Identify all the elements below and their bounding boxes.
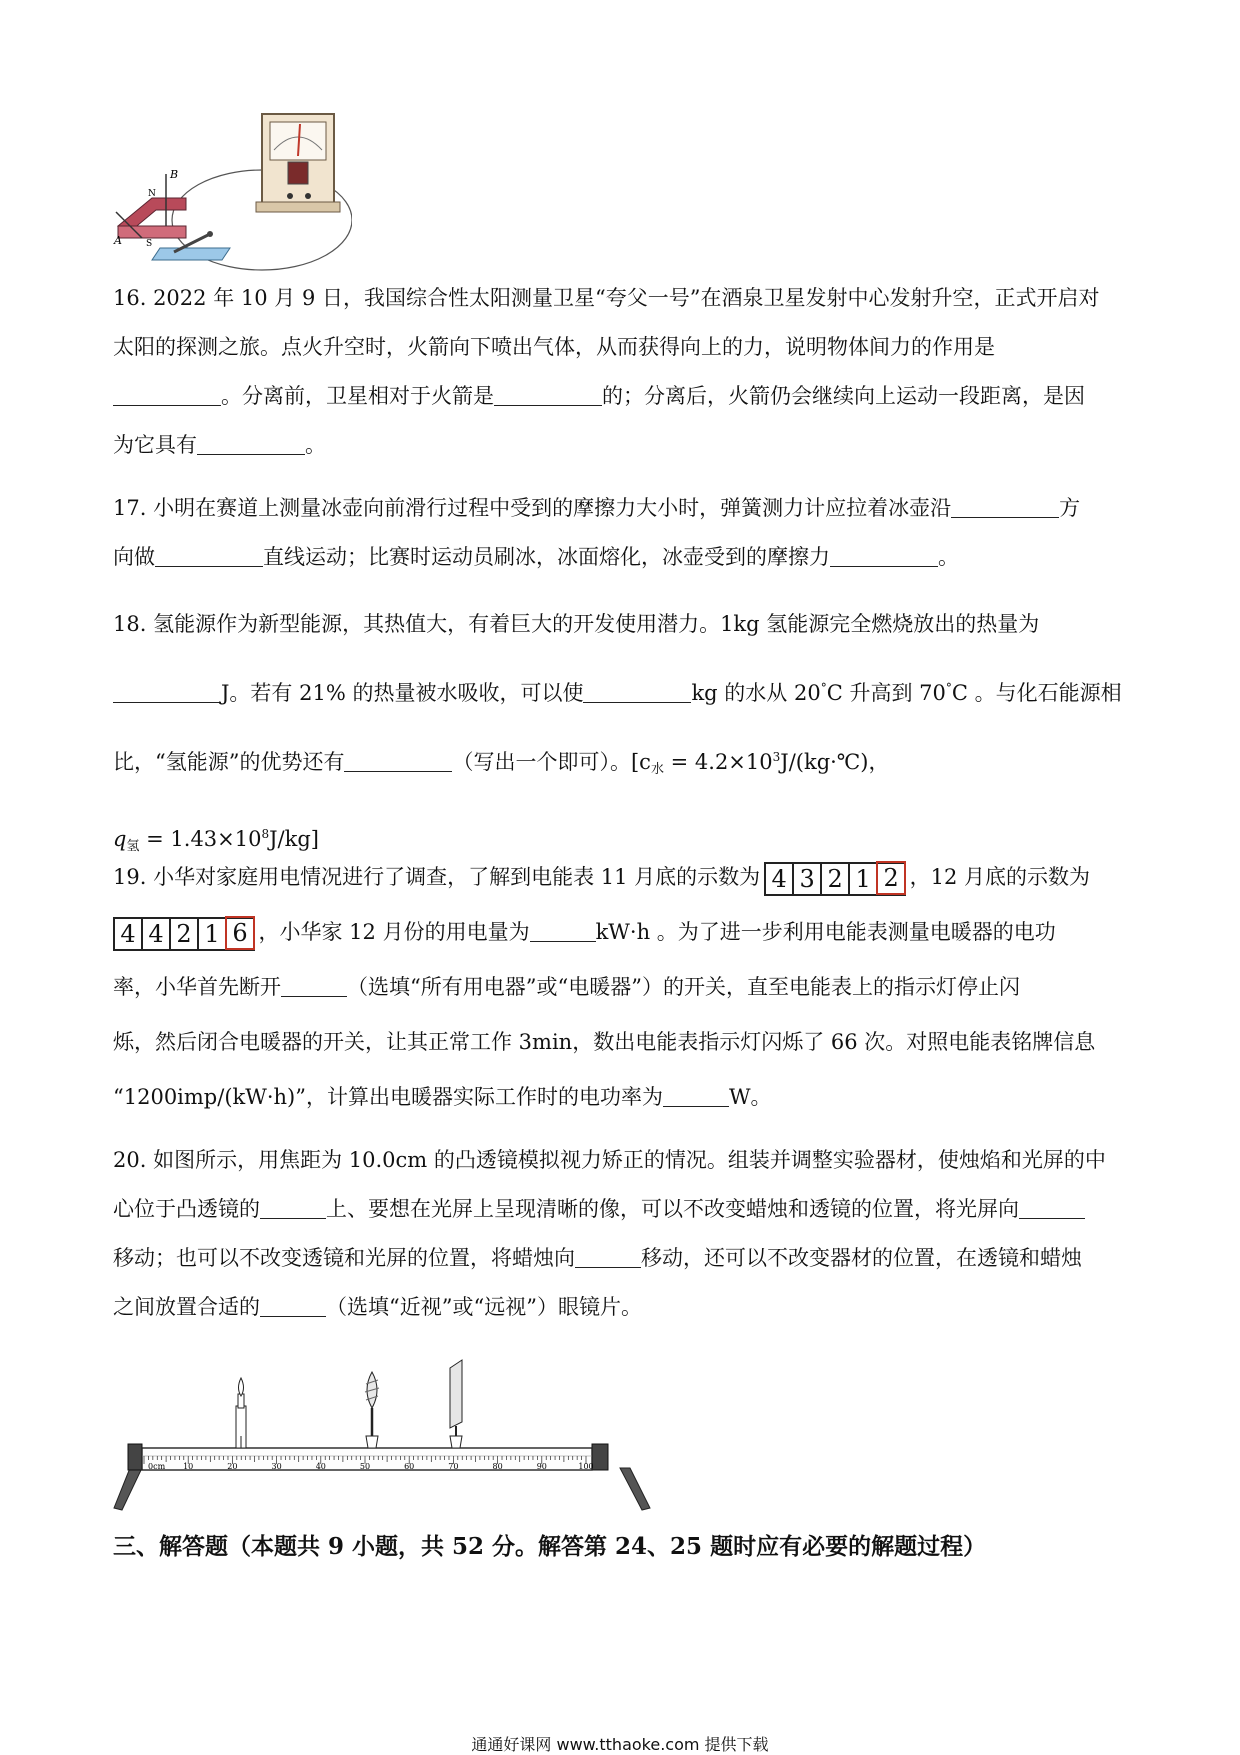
ruler-tick-label: 20	[227, 1462, 238, 1471]
convex-lens	[365, 1372, 379, 1448]
q19-line1: 19. 小华对家庭用电情况进行了调查，了解到电能表 11 月底的示数为 4 3 2 1 2 ，12 月底的示数为	[113, 850, 1133, 905]
section-heading: 三、解答题（本题共 9 小题，共 52 分。解答第 24、25 题时应有必要的解题过程）	[113, 1533, 987, 1560]
answer-blank[interactable]	[260, 1294, 326, 1317]
question-19	[113, 850, 1133, 1125]
rod-a-label: A	[114, 234, 122, 247]
light-screen	[450, 1360, 462, 1448]
q20-line1: 20. 如图所示，用焦距为 10.0cm 的凸透镜模拟视力矫正的情况。组装并调整实验器材，使烛焰和光屏的中	[113, 1148, 1106, 1172]
ruler-tick-label: 100	[578, 1462, 594, 1471]
q17-line1: 17. 小明在赛道上测量冰壶向前滑行过程中受到的摩擦力大小时，弹簧测力计应拉着冰壶沿 方	[113, 496, 1081, 520]
question-20	[113, 1136, 1133, 1332]
candle	[236, 1378, 246, 1448]
q20-line2: 心位于凸透镜的 上、要想在光屏上呈现清晰的像，可以不改变蜡烛和透镜的位置，将光屏向	[113, 1185, 1133, 1234]
ruler-tick-label: 0cm	[148, 1462, 166, 1471]
answer-blank[interactable]	[951, 495, 1059, 518]
answer-blank[interactable]	[197, 432, 305, 455]
answer-blank[interactable]	[575, 1245, 641, 1268]
question-18	[113, 592, 1133, 879]
question-16	[113, 274, 1133, 470]
q19-line2: 4 4 2 1 6 ，小华家 12 月份的用电量为 kW·h 。为了进一步利用电能表测量电暖器的电功	[113, 905, 1133, 960]
q16-line4: 为它具有 。	[113, 433, 326, 457]
question-17	[113, 484, 1133, 582]
answer-blank[interactable]	[344, 749, 452, 772]
answer-blank[interactable]	[583, 680, 691, 703]
answer-blank[interactable]	[113, 680, 221, 703]
ruler-tick-label: 70	[448, 1462, 459, 1471]
q16-line3: 。分离前，卫星相对于火箭是 的；分离后，火箭仍会继续向上运动一段距离，是因	[113, 372, 1133, 421]
ruler-tick-label: 60	[404, 1462, 415, 1471]
page-footer: 通通好课网 www.tthaoke.com 提供下载	[471, 1735, 769, 1754]
q18-line3: 比，“氢能源”的优势还有 （写出一个即可）。[$c_水$ = $4.2\times 10^3J/(kg\cdot℃)$，	[113, 750, 890, 777]
meter-reading-december: 4 4 2 1 6	[113, 917, 255, 951]
answer-blank[interactable]	[113, 383, 221, 406]
q19-line5: “1200imp/(kW·h)”，计算出电暖器实际工作时的电功率为 W。	[113, 1085, 772, 1109]
q19-line3: 率，小华首先断开 （选填“所有用电器”或“电暖器”）的开关，直至电能表上的指示灯停止闪	[113, 975, 1020, 999]
q20-line3: 移动；也可以不改变透镜和光屏的位置，将蜡烛向 移动，还可以不改变器材的位置，在透镜和蜡烛	[113, 1246, 1082, 1270]
q20-line4: 之间放置合适的 （选填“近视”或“远视”）眼镜片。	[113, 1295, 642, 1319]
answer-blank[interactable]	[1019, 1196, 1085, 1219]
magnet-s-label: S	[146, 239, 153, 249]
answer-blank[interactable]	[281, 974, 347, 997]
q17-line2: 向做 直线运动；比赛时运动员刷冰，冰面熔化，冰壶受到的摩擦力 。	[113, 545, 959, 569]
ruler-tick-label: 40	[315, 1462, 326, 1471]
answer-blank[interactable]	[530, 919, 596, 942]
rod-b-label: B	[170, 168, 179, 181]
q18-line4: $q_氢 = 1.43\times 10^8J/kg$]	[113, 827, 319, 854]
figure-galvanometer-circuit	[112, 110, 352, 282]
ruler-tick-label: 50	[359, 1462, 371, 1471]
q18-line2: J。若有 21% 的热量被水吸收，可以使 kg 的水从 20°C 升高到 70°C 。与化石能源相	[113, 656, 1133, 725]
figure-optical-bench	[112, 1344, 652, 1514]
q18-line1: 18. 氢能源作为新型能源，其热值大，有着巨大的开发使用潜力。1kg 氢能源完全燃烧放出的热量为	[113, 612, 1040, 636]
answer-blank[interactable]	[830, 544, 938, 567]
magnet-n-label: N	[148, 189, 156, 199]
q19-line4: 烁，然后闭合电暖器的开关，让其正常工作 3min，数出电能表指示灯闪烁了 66 次。对照电能表铭牌信息	[113, 1030, 1096, 1054]
answer-blank[interactable]	[260, 1196, 326, 1219]
q16-line2: 太阳的探测之旅。点火升空时，火箭向下喷出气体，从而获得向上的力，说明物体间力的作用是	[113, 335, 995, 359]
meter-reading-november: 4 3 2 1 2	[764, 862, 906, 896]
ruler-tick-label: 30	[271, 1462, 282, 1471]
answer-blank[interactable]	[155, 544, 263, 567]
answer-blank[interactable]	[663, 1084, 729, 1107]
answer-blank[interactable]	[494, 383, 602, 406]
ruler-tick-label: 90	[536, 1462, 547, 1471]
ruler-tick-label: 80	[492, 1462, 503, 1471]
q16-line1: 16. 2022 年 10 月 9 日，我国综合性太阳测量卫星“夸父一号”在酒泉卫星发射中心发射升空，正式开启对	[113, 286, 1100, 310]
ruler-tick-label: 10	[183, 1462, 194, 1471]
